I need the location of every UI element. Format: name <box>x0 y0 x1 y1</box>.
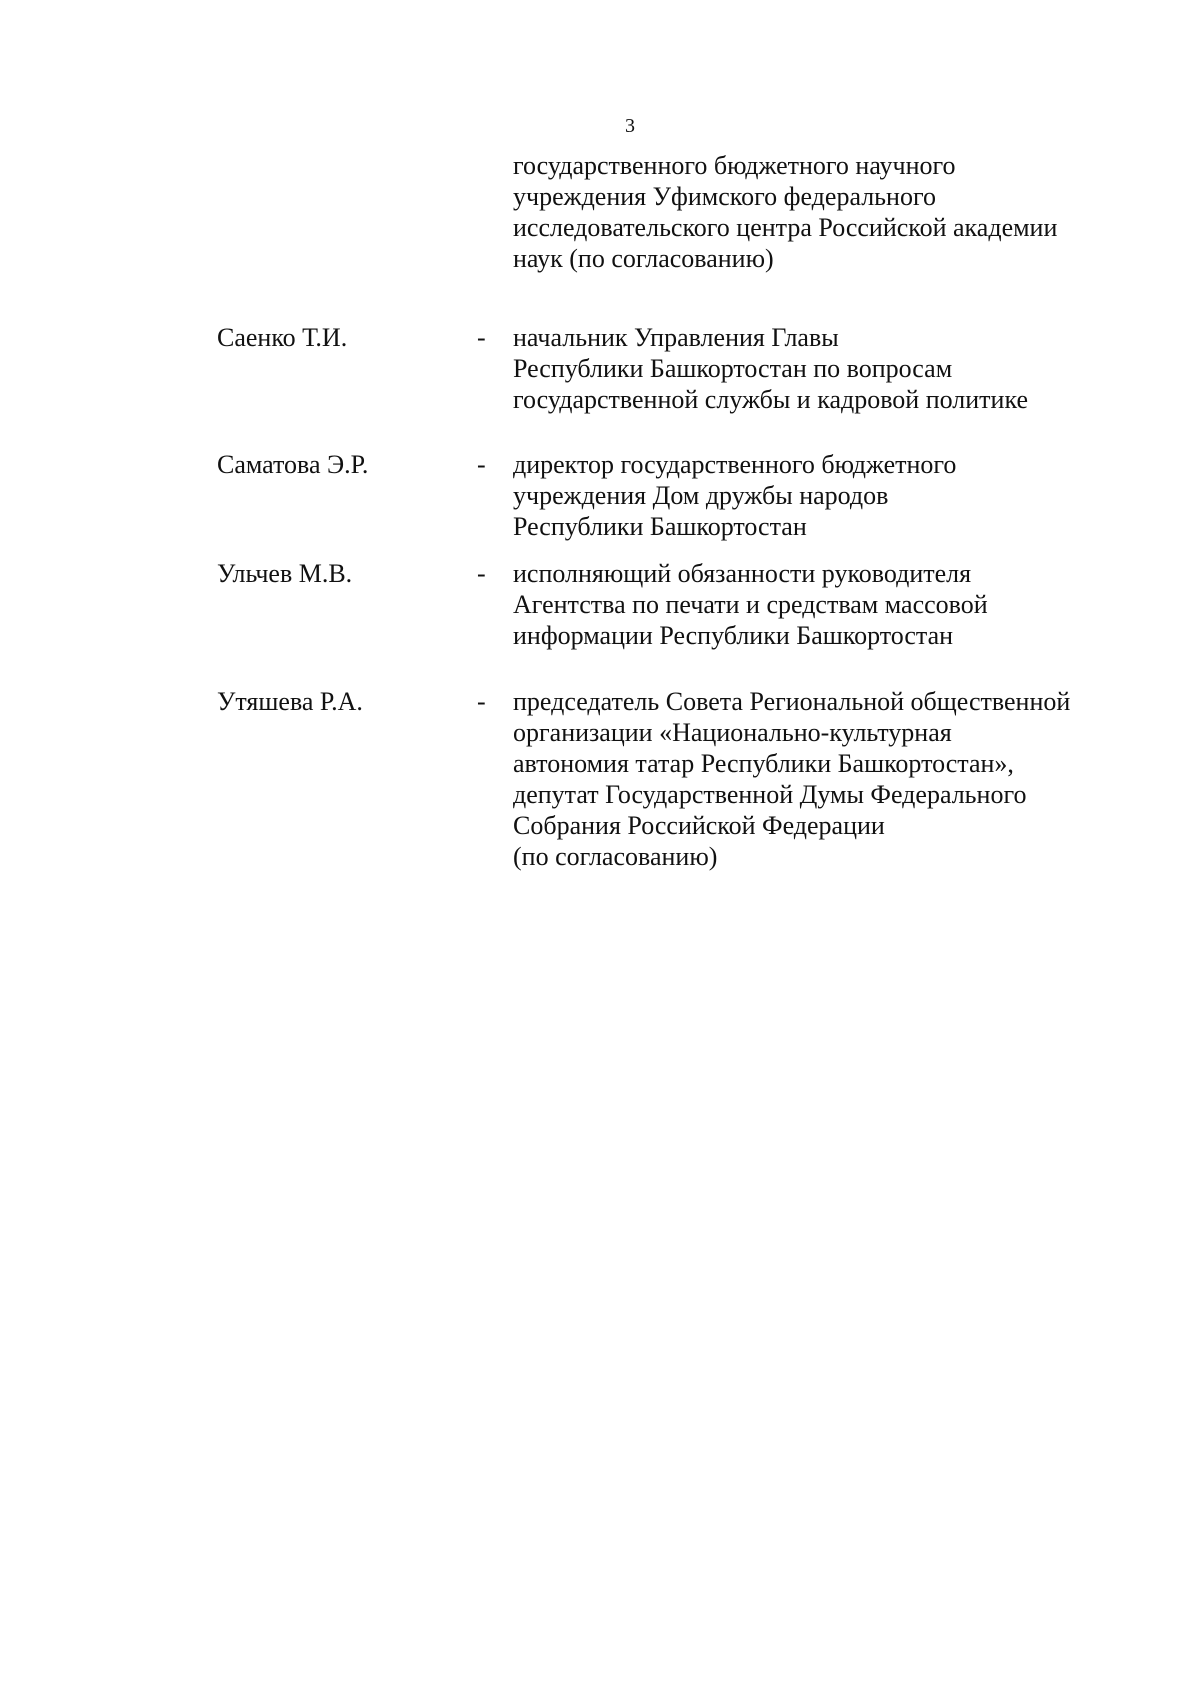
description-line: государственного бюджетного научного <box>513 151 956 180</box>
separator-dash: - <box>477 323 486 352</box>
entry-description <box>513 686 1133 872</box>
description-line: начальник Управления Главы <box>513 323 839 352</box>
member-name: Саматова Э.Р. <box>217 450 369 479</box>
description-line: Собрания Российской Федерации <box>513 811 885 840</box>
description-line: Агентства по печати и средствам массовой <box>513 590 988 619</box>
entry-description <box>513 150 1133 274</box>
member-name: Утяшева Р.А. <box>217 687 363 716</box>
description-line: организации «Национально-культурная <box>513 718 952 747</box>
entry-description <box>513 322 1133 415</box>
page-number: 3 <box>625 115 635 137</box>
description-line: (по согласованию) <box>513 842 718 871</box>
member-name: Саенко Т.И. <box>217 323 348 352</box>
separator-dash: - <box>477 687 486 716</box>
description-line: информации Республики Башкортостан <box>513 621 954 650</box>
description-line: исследовательского центра Российской академии <box>513 213 1058 242</box>
description-line: директор государственного бюджетного <box>513 450 957 479</box>
description-line: наук (по согласованию) <box>513 244 774 273</box>
description-line: Республики Башкортостан <box>513 512 807 541</box>
description-line: Республики Башкортостан по вопросам <box>513 354 953 383</box>
entry-description <box>513 449 1133 542</box>
description-line: учреждения Уфимского федерального <box>513 182 936 211</box>
description-line: председатель Совета Региональной общественной <box>513 687 1071 716</box>
entry-description <box>513 558 1133 651</box>
description-line: депутат Государственной Думы Федерального <box>513 780 1027 809</box>
separator-dash: - <box>477 450 486 479</box>
member-name: Ульчев М.В. <box>217 559 353 588</box>
separator-dash: - <box>477 559 486 588</box>
description-line: государственной службы и кадровой политике <box>513 385 1028 414</box>
description-line: учреждения Дом дружбы народов <box>513 481 889 510</box>
description-line: исполняющий обязанности руководителя <box>513 559 972 588</box>
description-line: автономия татар Республики Башкортостан», <box>513 749 1014 778</box>
